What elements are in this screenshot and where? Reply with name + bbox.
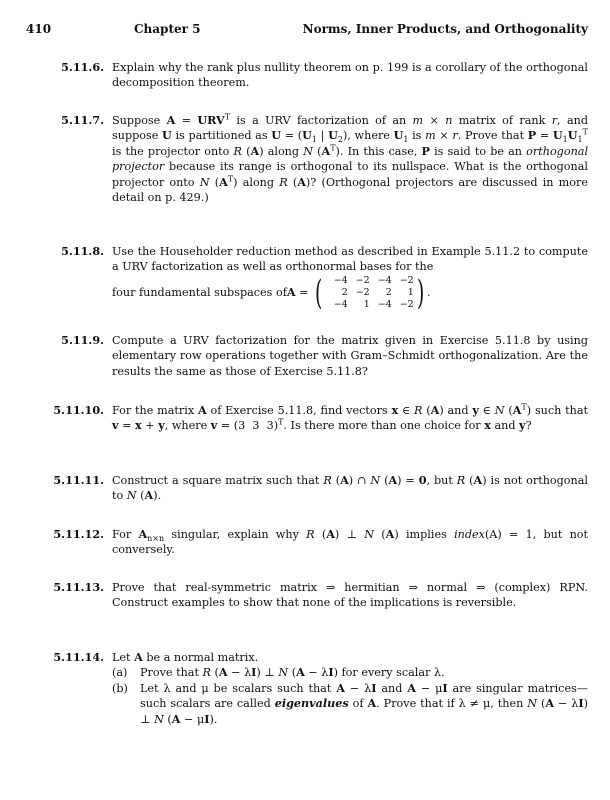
matrix-cell: −4 — [377, 274, 392, 286]
page-number: 410 — [26, 22, 52, 36]
exercise-number: 5.11.8. — [61, 244, 104, 258]
exercise-text: Suppose $A = URV^T$ is a URV factorization of an m × n matrix of rank r, and suppose U is partitioned as $U = (U_1$ | $U_2$), where $U_1$ is m × r. Prove that $P = U_1U_1^T$ is the projector onto R (A) along N $(A^T)$. In this case, P is said to be an orthogonal projector because its range is orthogonal to its nullspace. What is the orthogonal projector onto N $(A^T)$ along R (A)? (Orthogonal projectors are discussed in more detail on p. 429.) — [112, 112, 589, 205]
matrix-label: A — [286, 285, 296, 300]
exercise-number: 5.11.9. — [61, 333, 104, 347]
exercise-5-11-12 — [53, 527, 589, 558]
matrix-cell: 2 — [341, 286, 348, 298]
matrix-grid — [326, 275, 414, 311]
exercise-text: Use the Householder reduction method as described in Example 5.11.2 to compute a URV factorization as well as orthonormal bases for the — [112, 245, 588, 274]
matrix-cell: −2 — [355, 274, 370, 286]
exercise-5-11-7 — [61, 112, 589, 205]
matrix-cell: −2 — [399, 274, 414, 286]
matrix-cell: 2 — [385, 286, 392, 298]
exercise-5-11-9 — [61, 333, 588, 379]
exercise-text: For $A_{n\times n}$ singular, explain why R (A) ⊥ N (A) implies index(A) = 1, but not conversely. — [112, 527, 589, 557]
section-title: Norms, Inner Products, and Orthogonality — [302, 22, 588, 36]
matrix-cell: −4 — [333, 298, 348, 310]
exercise-number: 5.11.6. — [61, 60, 104, 74]
exercise-number: 5.11.13. — [53, 580, 104, 594]
exercise-5-11-14 — [53, 650, 588, 727]
exercise-text: Compute a URV factorization for the matrix given in Exercise 5.11.8 by using elementary row operations together with Gram–Schmidt orthogonalization. Are the results the same as those of Exercise 5.11.8? — [112, 334, 588, 378]
matrix-line: four fundamental subspaces of A = ( −4 −2 −4 −2 2 −2 2 1 −4 1 −4 −2 ) . — [112, 272, 431, 313]
exercise-number: 5.11.12. — [53, 527, 104, 541]
exercise-5-11-6 — [61, 60, 588, 91]
exercise-text: Explain why the rank plus nullity theorem on p. 199 is a corollary of the orthogonal decomposition theorem. — [112, 61, 588, 90]
exercise-5-11-10 — [53, 402, 589, 434]
exercise-text: Let A be a normal matrix. — [112, 650, 259, 664]
matrix-cell: −4 — [333, 274, 348, 286]
chapter-label: Chapter 5 — [134, 22, 201, 36]
matrix-cell: −2 — [355, 286, 370, 298]
exercise-text: Prove that real-symmetric matrix ⇒ hermitian ⇒ normal ⇒ (complex) RPN. Construct examples to show that none of the implications is reversible. — [112, 581, 588, 610]
matrix-cell: 1 — [407, 286, 414, 298]
exercise-text: For the matrix A of Exercise 5.11.8, find vectors x ∈ R (A) and y ∈ N $(A^T)$ such that v = x + y, where v = (3 3 3)$^T$. Is there more than one choice for x and y? — [112, 402, 589, 433]
matrix-cell: −4 — [377, 298, 392, 310]
matrix-cell: −2 — [399, 298, 414, 310]
exercise-number: 5.11.11. — [53, 473, 104, 487]
exercise-5-11-8 — [61, 244, 588, 313]
exercise-number: 5.11.10. — [53, 403, 104, 417]
exercise-number: 5.11.7. — [61, 113, 104, 127]
part-a: (a) Prove that R (A − λI) ⊥ N (A − λI) for every scalar λ. — [112, 665, 445, 680]
matrix-cell: 1 — [363, 298, 370, 310]
part-b: (b) Let λ and μ be scalars such that A − λI and A − μI are singular matrices—such scalars are called eigenvalues of A. Prove that if λ ≠ μ, then N (A − λI) ⊥ N (A − μI). — [112, 680, 588, 726]
page-header — [26, 22, 588, 40]
matrix-A: ( −4 −2 −4 −2 2 −2 2 1 −4 1 −4 −2 ) — [315, 272, 425, 313]
exercise-number: 5.11.14. — [53, 650, 104, 664]
exercise-5-11-11 — [53, 473, 589, 504]
exercise-5-11-13 — [53, 580, 588, 611]
exercise-text: Construct a square matrix such that R (A) ∩ N (A) = 0, but R (A) is not orthogonal to N (A). — [112, 473, 589, 503]
